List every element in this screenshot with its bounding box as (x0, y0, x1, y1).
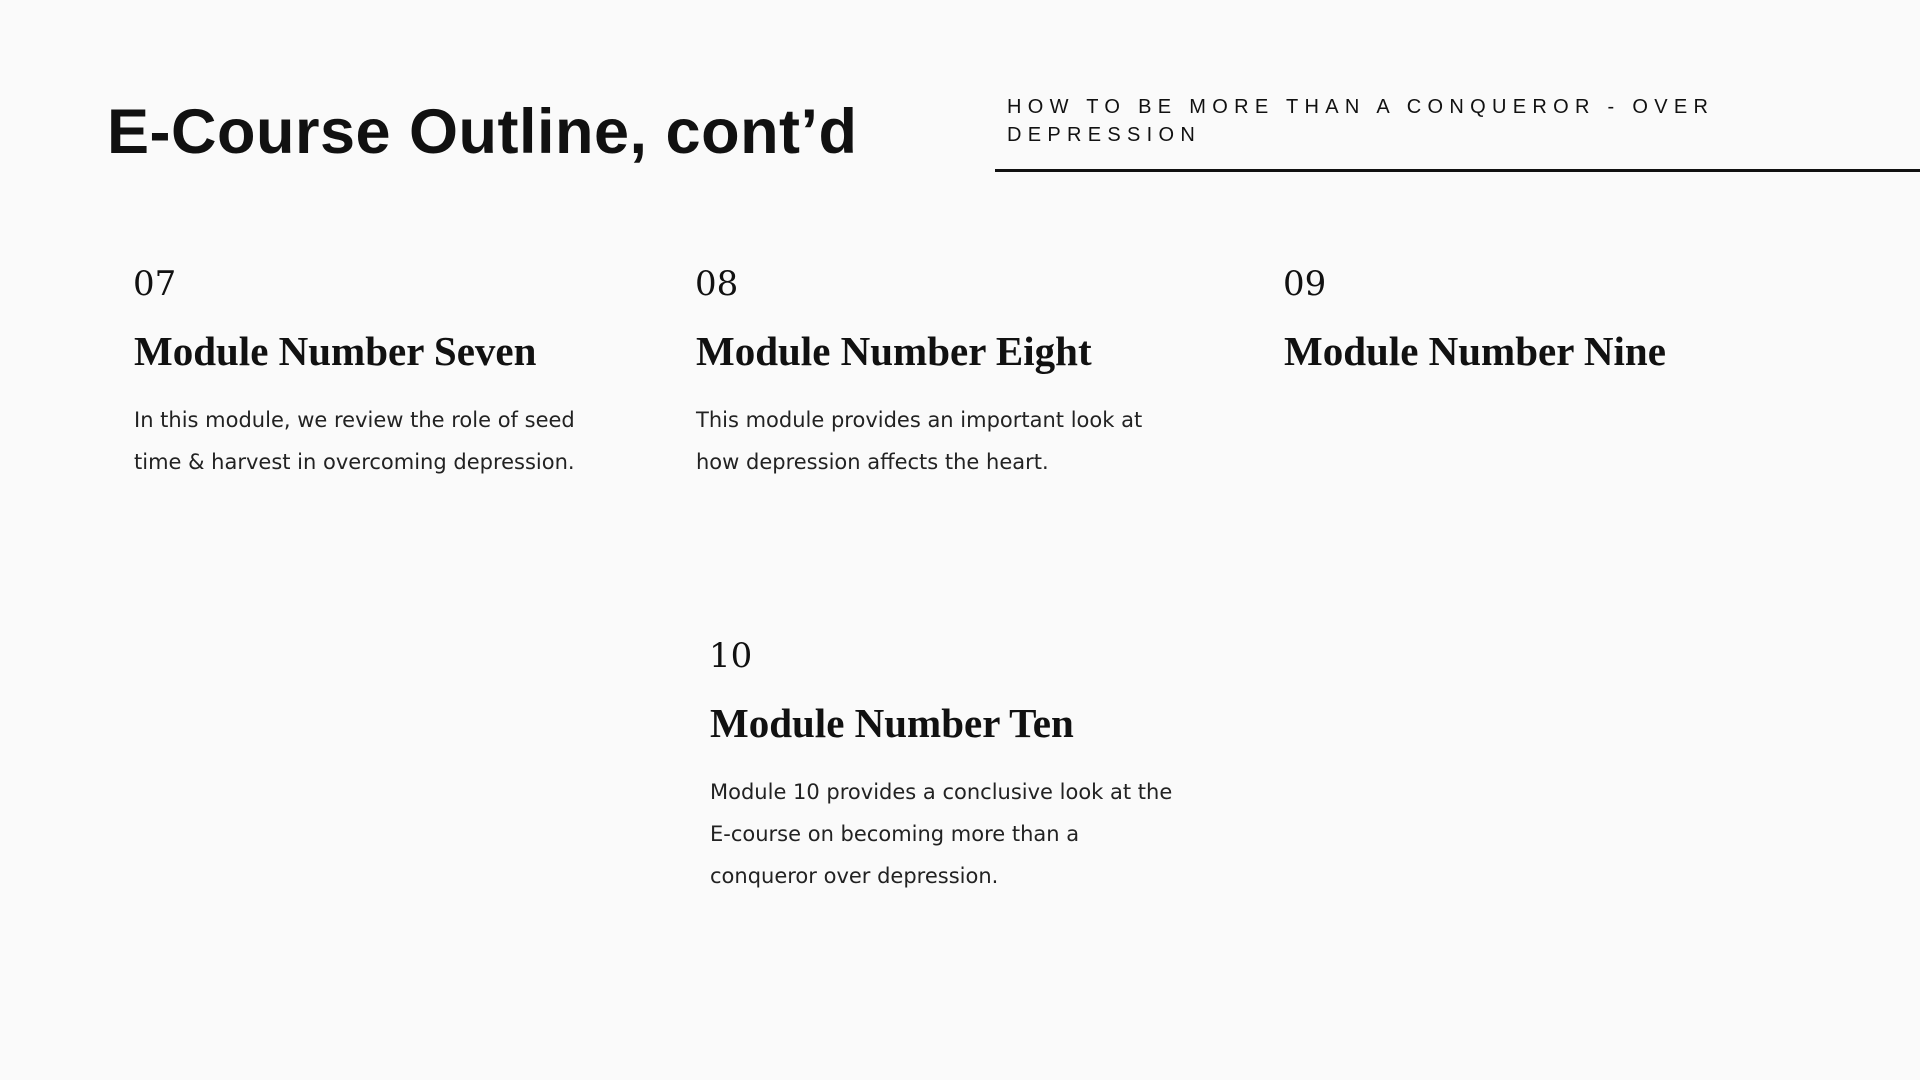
module-title: Module Number Nine (1284, 328, 1666, 374)
module-card-08 (695, 264, 1185, 474)
page-title: E-Course Outline, cont’d (107, 97, 858, 167)
module-description: Module 10 provides a conclusive look at the E-course on becoming more than a conqueror over depression. (710, 780, 1173, 888)
module-card-09 (1283, 264, 1773, 374)
module-number: 09 (1283, 264, 1327, 304)
course-subtitle: HOW TO BE MORE THAN A CONQUEROR - OVER DEPRESSION (1007, 96, 1715, 146)
module-description: This module provides an important look at how depression affects the heart. (696, 408, 1143, 474)
module-title: Module Number Seven (134, 328, 537, 374)
module-number: 07 (133, 264, 177, 304)
module-card-07 (133, 264, 623, 474)
module-number: 08 (695, 264, 739, 304)
module-card-10 (709, 636, 1199, 888)
module-title: Module Number Eight (696, 328, 1092, 374)
subtitle-divider (995, 169, 1920, 172)
module-description: In this module, we review the role of seed time & harvest in overcoming depression. (134, 408, 575, 474)
module-title: Module Number Ten (710, 700, 1074, 746)
module-number: 10 (709, 636, 753, 676)
